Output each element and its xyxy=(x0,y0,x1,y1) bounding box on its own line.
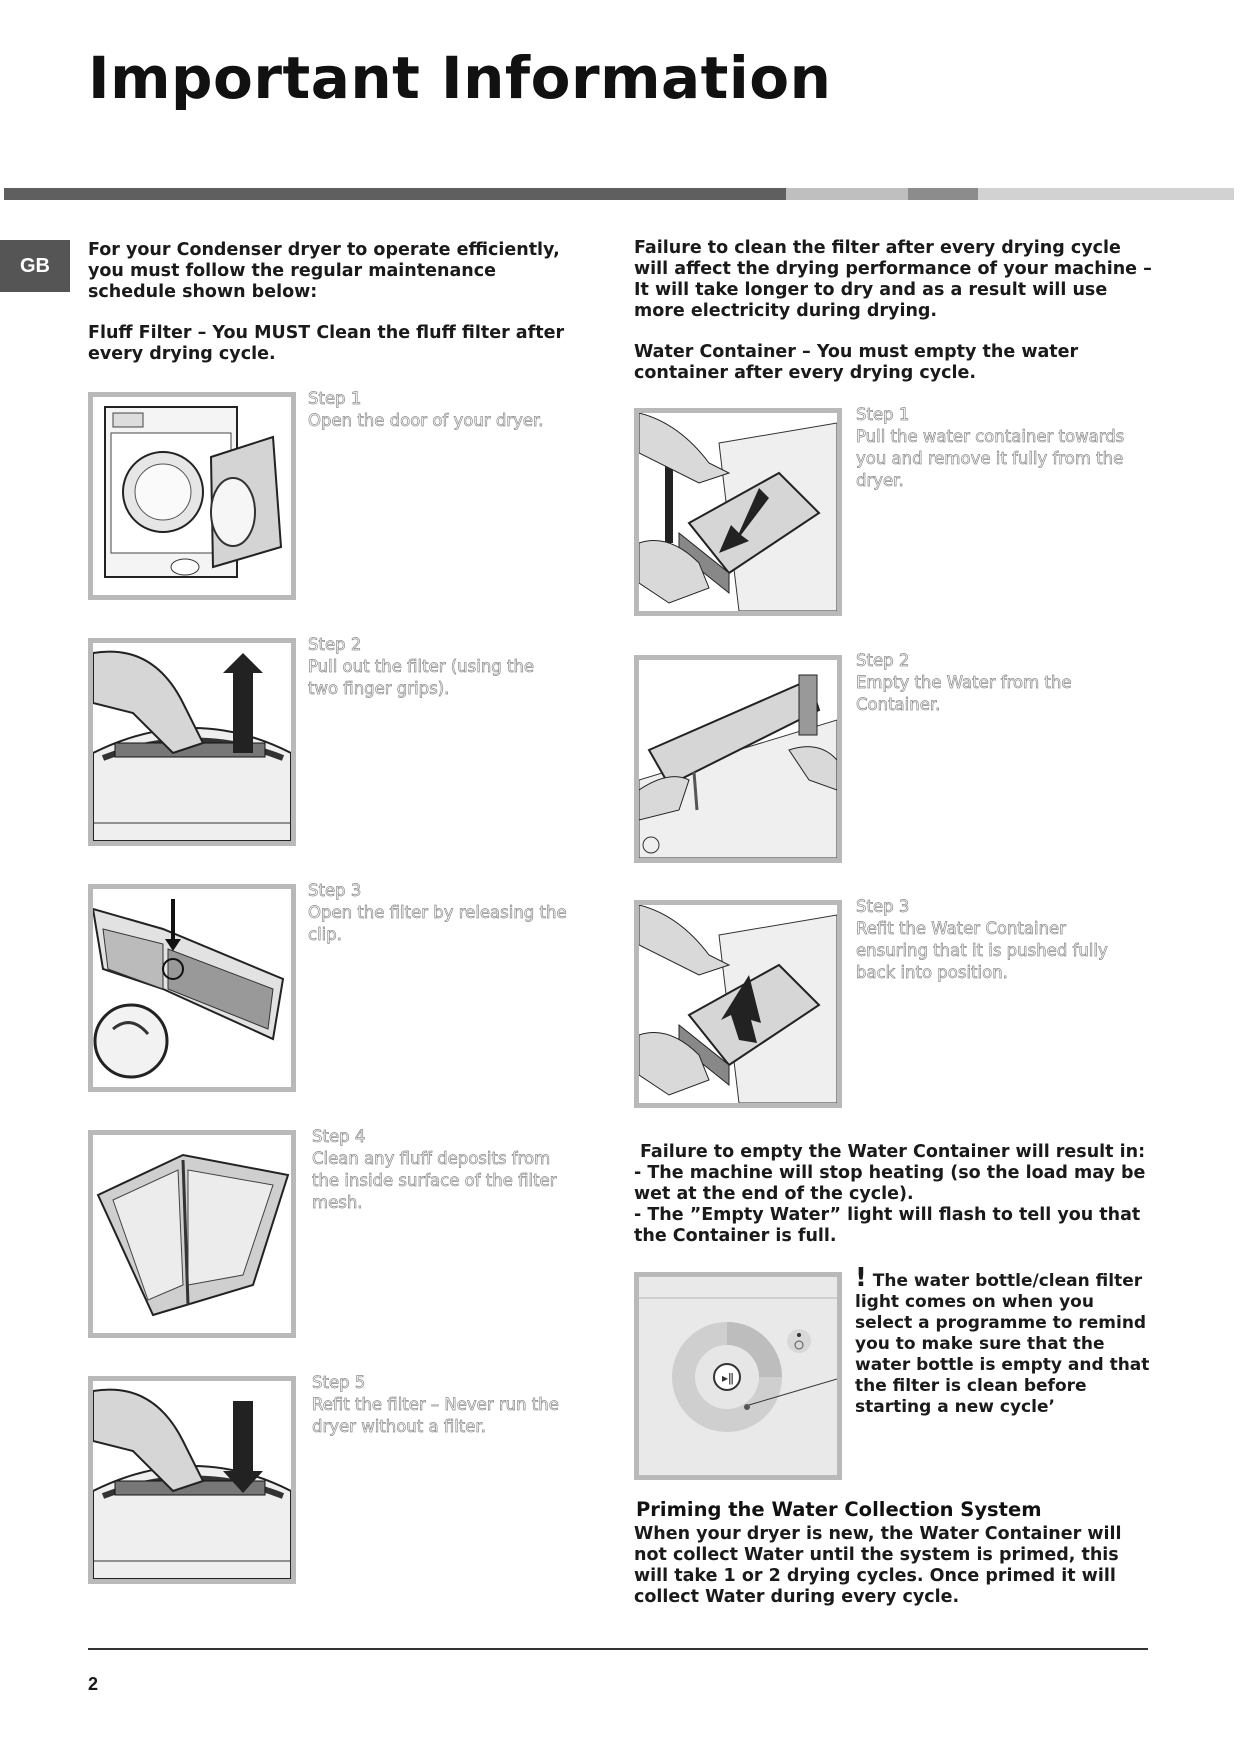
svg-text:▸ǁ: ▸ǁ xyxy=(722,1371,734,1385)
clean-filter-illustration xyxy=(93,1135,291,1333)
figure-empty-container xyxy=(634,655,842,863)
left-step-5-text: Refit the filter – Never run the dryer without a filter. xyxy=(312,1395,559,1436)
intro-text: For your Condenser dryer to operate efficiently, you must follow the regular maintenance schedule shown below: xyxy=(88,240,560,302)
refit-container-illustration xyxy=(639,905,837,1103)
left-step-5 xyxy=(312,1372,582,1438)
language-tab: GB xyxy=(0,240,70,292)
left-step-3-label: Step 3 xyxy=(308,881,362,900)
exclamation-icon: ! xyxy=(855,1263,867,1293)
failure-filter-text: Failure to clean the filter after every drying cycle will affect the drying performance of your machine – It will take longer to dry and as a result will use more electricity during drying. xyxy=(634,238,1152,321)
open-filter-illustration xyxy=(93,889,291,1087)
pull-filter-illustration xyxy=(93,643,291,841)
footer-rule xyxy=(88,1648,1148,1650)
dryer-door-open-illustration xyxy=(93,397,291,595)
water-bottle-note-text: The water bottle/clean filter light comes on when you select a programme to remind you to make sure that the water bottle is empty and that the filter is clean before starting a new cycle’ xyxy=(855,1271,1150,1417)
right-step-3-label: Step 3 xyxy=(856,897,910,916)
right-step-2-text: Empty the Water from the Container. xyxy=(856,673,1072,714)
figure-pull-container xyxy=(634,408,842,616)
left-step-5-label: Step 5 xyxy=(312,1373,366,1392)
empty-container-illustration xyxy=(639,660,837,858)
figure-open-door xyxy=(88,392,296,600)
left-step-1-text: Open the door of your dryer. xyxy=(308,411,544,430)
left-step-3 xyxy=(308,880,568,946)
right-step-2 xyxy=(856,650,1126,716)
failure-empty-title: Failure to empty the Water Container will result in: xyxy=(640,1142,1146,1162)
left-step-4-text: Clean any fluff deposits from the inside surface of the filter mesh. xyxy=(312,1149,557,1212)
right-step-3-text: Refit the Water Container ensuring that it is pushed fully back into position. xyxy=(856,919,1108,982)
left-step-2 xyxy=(308,634,568,700)
left-step-1-label: Step 1 xyxy=(308,389,362,408)
header-rule-light xyxy=(786,188,908,200)
water-bottle-note xyxy=(855,1263,1155,1418)
left-step-4-label: Step 4 xyxy=(312,1127,366,1146)
water-container-heading: Water Container – You must empty the water container after every drying cycle. xyxy=(634,342,1079,383)
fluff-filter-heading: Fluff Filter – You MUST Clean the fluff filter after every drying cycle. xyxy=(88,323,565,364)
failure-item-2: - The ”Empty Water” light will flash to tell you that the Container is full. xyxy=(634,1205,1141,1246)
page-number: 2 xyxy=(88,1674,99,1694)
control-panel-figure xyxy=(634,1272,842,1480)
priming-heading: Priming the Water Collection System xyxy=(636,1498,1042,1521)
right-step-1-label: Step 1 xyxy=(856,405,910,424)
failure-item-1: - The machine will stop heating (so the load may be wet at the end of the cycle). xyxy=(634,1163,1146,1204)
header-rule-pale xyxy=(978,188,1234,200)
figure-refit-filter xyxy=(88,1376,296,1584)
right-step-3 xyxy=(856,896,1126,984)
figure-clean-filter xyxy=(88,1130,296,1338)
left-step-1 xyxy=(308,388,568,432)
page-title: Important Information xyxy=(88,44,832,112)
header-rule-dark xyxy=(4,188,786,200)
left-step-2-label: Step 2 xyxy=(308,635,362,654)
figure-open-filter xyxy=(88,884,296,1092)
refit-filter-illustration xyxy=(93,1381,291,1579)
header-rule-mid xyxy=(908,188,978,200)
left-step-3-text: Open the filter by releasing the clip. xyxy=(308,903,567,944)
pull-container-illustration xyxy=(639,413,837,611)
right-step-2-label: Step 2 xyxy=(856,651,910,670)
control-panel-illustration xyxy=(639,1277,837,1475)
left-step-4 xyxy=(312,1126,582,1214)
priming-text: When your dryer is new, the Water Container will not collect Water until the system is primed, this will take 1 or 2 drying cycles. Once primed it will collect Water during every cycle. xyxy=(634,1524,1122,1607)
figure-pull-filter xyxy=(88,638,296,846)
left-step-2-text: Pull out the filter (using the two finger grips). xyxy=(308,657,535,698)
right-step-1-text: Pull the water container towards you and remove it fully from the dryer. xyxy=(856,427,1125,490)
right-step-1 xyxy=(856,404,1126,492)
figure-refit-container xyxy=(634,900,842,1108)
